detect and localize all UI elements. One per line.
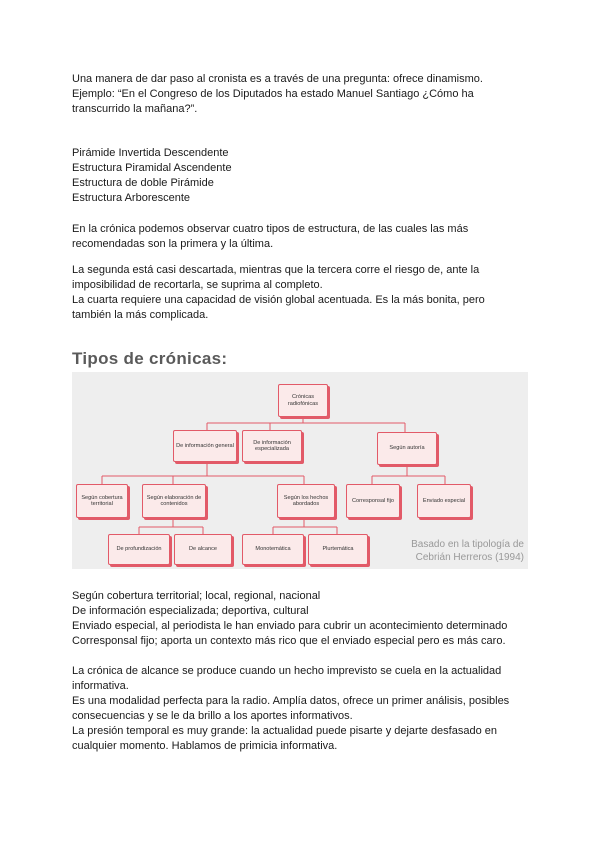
text-line: cualquier momento. Hablamos de primicia informativa. xyxy=(72,740,338,752)
text-line: imposibilidad de recortarla, se suprima al completo. xyxy=(72,279,323,291)
text-line: Corresponsal fijo; aporta un contexto más rico que el enviado especial pero es más caro. xyxy=(72,635,506,647)
text-line: Es una modalidad perfecta para la radio. Amplía datos, ofrece un primer análisis, posibles xyxy=(72,695,510,707)
node-segun-autoria: Según autoría xyxy=(377,432,437,465)
list-item: Estructura de doble Pirámide xyxy=(72,177,214,189)
text-line: La presión temporal es muy grande: la actualidad puede pisarte y dejarte desfasado en xyxy=(72,725,497,737)
node-segun-cobertura: Según cobertura territorial xyxy=(76,484,128,518)
text-line: De información especializada; deportiva, cultural xyxy=(72,605,309,617)
text-line: Ejemplo: “En el Congreso de los Diputados ha estado Manuel Santiago ¿Cómo ha xyxy=(72,88,474,100)
text-line: Según cobertura territorial; local, regional, nacional xyxy=(72,590,321,602)
text-line: En la crónica podemos observar cuatro tipos de estructura, de las cuales las más xyxy=(72,223,469,235)
list-item: Estructura Arborescente xyxy=(72,192,191,204)
definitions-paragraph xyxy=(72,589,532,649)
node-enviado-especial: Enviado especial xyxy=(417,484,471,518)
intro-paragraph xyxy=(72,72,532,117)
structures-list xyxy=(72,146,532,206)
node-profundizacion: De profundización xyxy=(108,534,170,565)
list-item: Pirámide Invertida Descendente xyxy=(72,147,229,159)
node-segun-hechos: Según los hechos abordados xyxy=(277,484,335,518)
text-line: transcurrido la mañana?”. xyxy=(72,103,198,115)
text-line: Una manera de dar paso al cronista es a través de una pregunta: ofrece dinamismo. xyxy=(72,73,483,85)
text-line: La cuarta requiere una capacidad de visión global acentuada. Es la más bonita, pero xyxy=(72,294,485,306)
text-line: Enviado especial, al periodista le han enviado para cubrir un acontecimiento determinado xyxy=(72,620,508,632)
node-segun-elaboracion: Según elaboración de contenidos xyxy=(142,484,206,518)
section-title: Tipos de crónicas: xyxy=(72,349,228,368)
structure-comments-paragraph xyxy=(72,263,532,323)
structure-types-paragraph xyxy=(72,222,532,252)
text-line: La segunda está casi descartada, mientras que la tercera corre el riesgo de, ante la xyxy=(72,264,480,276)
node-corresponsal-fijo: Corresponsal fijo xyxy=(346,484,400,518)
closing-paragraph xyxy=(72,664,532,754)
text-line: recomendadas son la primera y la última. xyxy=(72,238,274,250)
node-monotematica: Monotemática xyxy=(242,534,304,565)
node-cronicas-radiofonicas: Crónicas radiofónicas xyxy=(278,384,328,417)
cronicas-tree-diagram xyxy=(72,372,528,569)
node-informacion-especializada: De información especializada xyxy=(242,430,302,462)
node-alcance: De alcance xyxy=(174,534,232,565)
text-line: informativa. xyxy=(72,680,129,692)
text-line: consecuencias y se le da brillo a los aportes informativos. xyxy=(72,710,353,722)
text-line: La crónica de alcance se produce cuando un hecho imprevisto se cuela en la actualidad xyxy=(72,665,502,677)
diagram-credit: Basado en la tipología de Cebrián Herreros (1994) xyxy=(411,539,524,563)
node-plurtematica: Plurtemática xyxy=(308,534,368,565)
node-informacion-general: De información general xyxy=(173,430,237,462)
list-item: Estructura Piramidal Ascendente xyxy=(72,162,232,174)
text-line: también la más complicada. xyxy=(72,309,209,321)
